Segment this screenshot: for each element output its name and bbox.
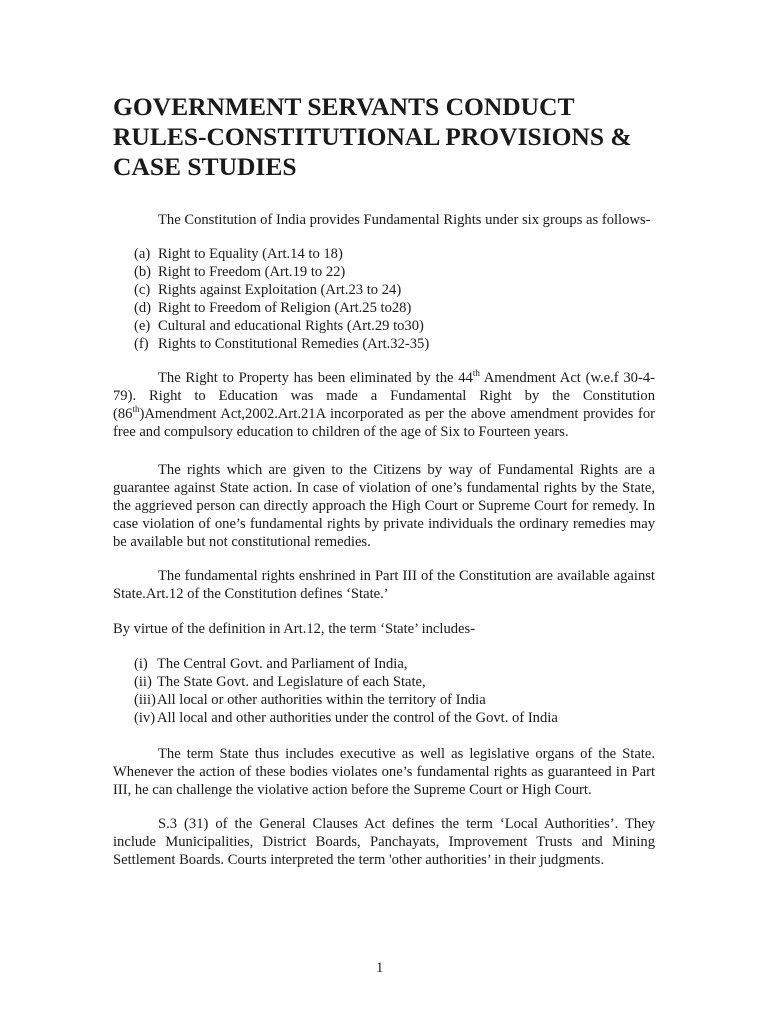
list-marker: (iv) xyxy=(134,710,156,726)
list-item xyxy=(134,263,429,281)
property-paragraph xyxy=(113,369,655,441)
list-item-text: Rights to Constitutional Remedies (Art.32-35) xyxy=(158,336,430,352)
list-marker: (a) xyxy=(134,246,151,262)
list-item xyxy=(134,299,429,317)
property-text-1: The Right to Property has been eliminated by the 44 xyxy=(158,370,473,386)
page-number: 1 xyxy=(376,960,384,976)
list-item xyxy=(134,709,558,727)
list-item-text: The Central Govt. and Parliament of India, xyxy=(157,656,408,672)
list-item-text: The State Govt. and Legislature of each State, xyxy=(157,674,426,690)
list-item-text: Right to Equality (Art.14 to 18) xyxy=(158,246,343,262)
list-item-text: All local and other authorities under the control of the Govt. of India xyxy=(157,710,558,726)
list-item xyxy=(134,655,558,673)
document-title xyxy=(113,92,673,182)
superscript: th xyxy=(132,404,140,414)
state-includes-list xyxy=(134,655,558,727)
list-item xyxy=(134,335,429,353)
list-item-text: Cultural and educational Rights (Art.29 to30) xyxy=(158,318,424,334)
list-item xyxy=(134,673,558,691)
property-text-3: )Amendment Act,2002.Art.21A incorporated as per the above amendment provides for free and compulsory education to children of the age of Six to Fourteen years. xyxy=(113,406,655,440)
virtue-line: By virtue of the definition in Art.12, the term ‘State’ includes- xyxy=(113,621,476,637)
list-marker: (c) xyxy=(134,282,151,298)
superscript: th xyxy=(472,368,480,378)
list-item-text: Right to Freedom of Religion (Art.25 to28) xyxy=(158,300,412,316)
list-item-text: All local or other authorities within the territory of India xyxy=(157,692,486,708)
rights-paragraph: The rights which are given to the Citizens by way of Fundamental Rights are a guarantee against State action. In case of violation of one’s fundamental rights by the State, the aggrieved person can directly approach the High Court or Supreme Court for remedy. In case violation of one’s fundamental rights by private individuals the ordinary remedies may be available but not constitutional remedies. xyxy=(113,462,655,550)
list-item xyxy=(134,245,429,263)
list-item-text: Right to Freedom (Art.19 to 22) xyxy=(158,264,346,280)
list-marker: (f) xyxy=(134,336,149,352)
fundamental-rights-list xyxy=(134,245,429,353)
property-text-2: Amendment Act (w.e.f 30-4-79). Right to Education was made a Fundamental Right by the Constitution (86 xyxy=(113,370,655,422)
list-item-text: Rights against Exploitation (Art.23 to 24) xyxy=(158,282,402,298)
list-marker: (ii) xyxy=(134,674,152,690)
title-line-2: RULES-CONSTITUTIONAL PROVISIONS & xyxy=(113,122,632,151)
list-marker: (d) xyxy=(134,300,152,316)
list-item xyxy=(134,317,429,335)
title-line-3: CASE STUDIES xyxy=(113,152,297,181)
title-line-1: GOVERNMENT SERVANTS CONDUCT xyxy=(113,92,575,121)
list-item xyxy=(134,281,429,299)
term-state-paragraph: The term State thus includes executive as well as legislative organs of the State. Whenever the action of these bodies violates one’s fundamental rights as guaranteed in Part III, he can challenge the violative action before the Supreme Court or High Court. xyxy=(113,746,655,798)
list-marker: (iii) xyxy=(134,692,156,708)
intro-paragraph: The Constitution of India provides Fundamental Rights under six groups as follows- xyxy=(158,212,651,228)
part-three-paragraph: The fundamental rights enshrined in Part III of the Constitution are available against State.Art.12 of the Constitution defines ‘State.’ xyxy=(113,568,655,602)
general-clauses-paragraph: S.3 (31) of the General Clauses Act defines the term ‘Local Authorities’. They include Municipalities, District Boards, Panchayats, Improvement Trusts and Mining Settlement Boards. Courts interpreted the term 'other authorities’ in their judgments. xyxy=(113,816,655,868)
list-marker: (b) xyxy=(134,264,152,280)
list-marker: (e) xyxy=(134,318,151,334)
list-item xyxy=(134,691,558,709)
list-marker: (i) xyxy=(134,656,148,672)
